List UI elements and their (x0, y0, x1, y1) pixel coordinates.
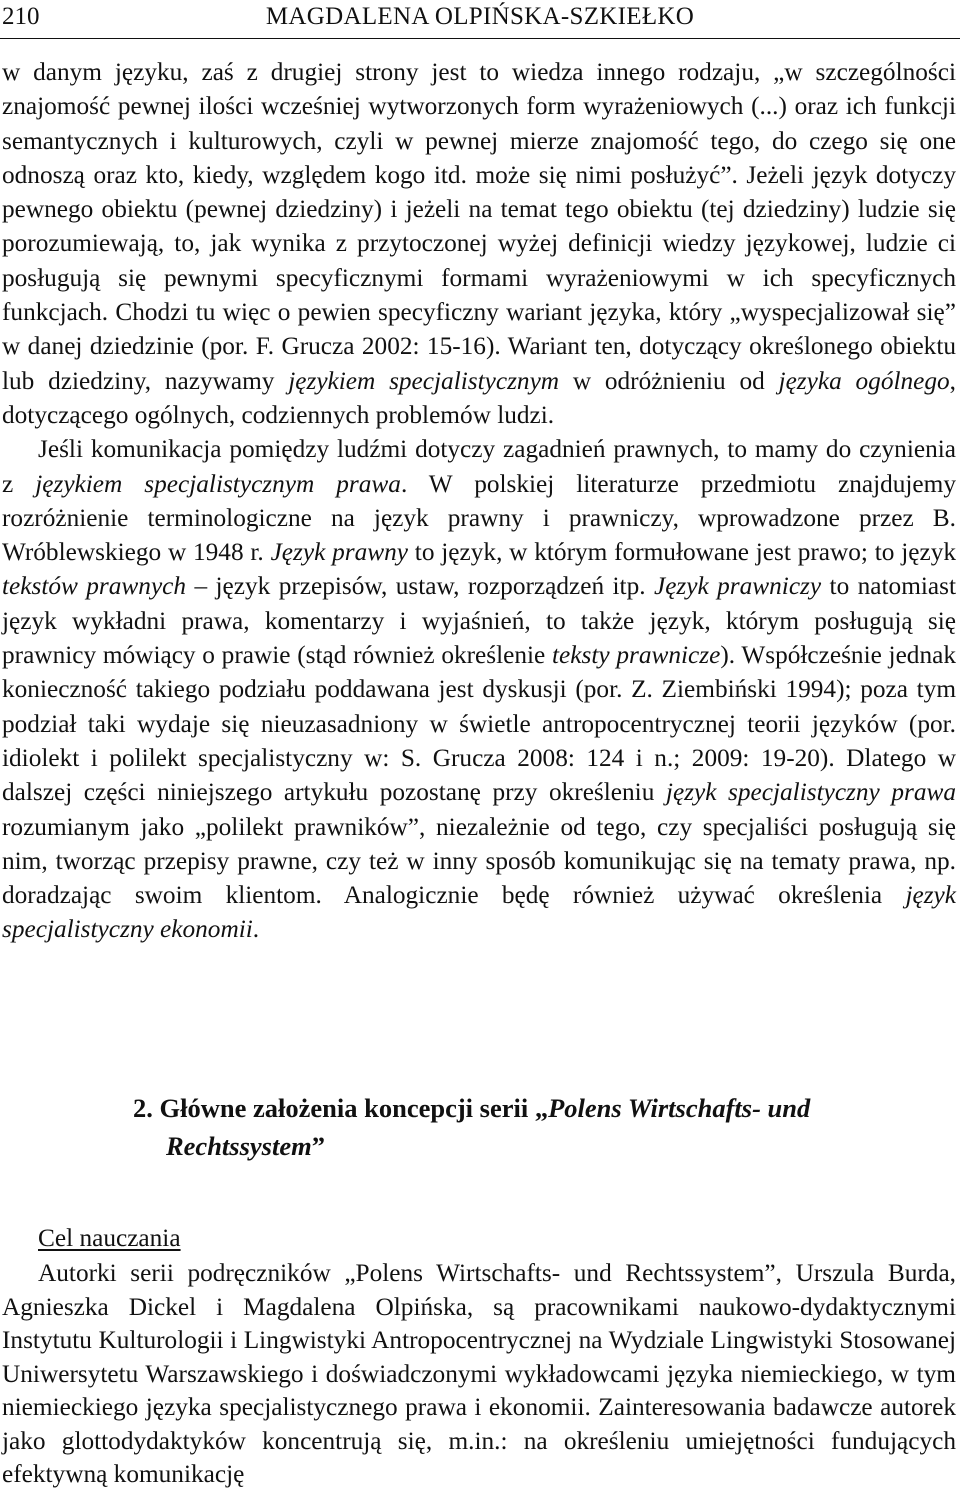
running-title: MAGDALENA OLPIŃSKA-SZKIEŁKO (265, 3, 695, 30)
section-body-text (2, 1257, 956, 1492)
paragraph-1: w danym języku, zaś z drugiej strony jest to wiedza innego rodzaju, „w szczególności znajomość pewnej ilości wcześniej wytworzonych form wyrażeniowych (...) oraz ich funkcji semantycznych i kulturowych, czyli w pewnej mierze znajomość tego, do czego się one odnoszą oraz kto, kiedy, względem kogo itd. może się nimi posłużyć”. Jeżeli język dotyczy pewnego obiektu (pewnej dziedziny) i jeżeli na temat tego obiektu (tej dziedziny) ludzie się porozumiewają, to, jak wynika z przytoczonej wyżej definicji wiedzy językowej, ludzie ci posługują się pewnymi specyficznymi formami wyrażeniowymi w ich specyficznych funkcjach. Chodzi tu więc o pewien specyficzny wariant języka, który „wyspecjalizował się” w danej dziedzinie (por. F. Grucza 2002: 15-16). Wariant ten, dotyczący określonego obiektu lub dziedziny, nazywamy językiem specjalistycznym w odróżnieniu od języka ogólnego, dotyczącego ogólnych, codziennych problemów ludzi. (2, 58, 956, 429)
header-rule (0, 38, 960, 39)
page-number: 210 (2, 3, 40, 30)
main-body-text (2, 55, 956, 947)
subsection-title: Cel nauczania (38, 1224, 181, 1252)
section-heading: 2. Główne założenia koncepcji serii „Polens Wirtschafts- und Rechtssystem” (133, 1093, 811, 1161)
paragraph-3: Autorki serii podręczników „Polens Wirtschafts- und Rechtssystem”, Urszula Burda, Agnieszka Dickel i Magdalena Olpińska, są pracownikami naukowo-dydaktycznymi Instytutu Kulturologii i Lingwistyki Antropocentrycznej na Wydziale Lingwistyki Stosowanej Uniwersytetu Warszawskiego i doświadczonymi wykładowcami języka niemieckiego, w tym niemieckiego języka specjalistycznego prawa i ekonomii. Zainteresowania badawcze autorek jako glottodydaktyków koncentrują się, m.in.: na określeniu umiejętności fundujących efektywną komunikację (2, 1259, 956, 1488)
paragraph-2: Jeśli komunikacja pomiędzy ludźmi dotyczy zagadnień prawnych, to mamy do czynienia z językiem specjalistycznym prawa. W polskiej literaturze przedmiotu znajdujemy rozróżnienie terminologiczne na język prawny i prawniczy, wprowadzone przez B. Wróblewskiego w 1948 r. Język prawny to język, w którym formułowane jest prawo; to język tekstów prawnych – język przepisów, ustaw, rozporządzeń itp. Język prawniczy to natomiast język wykładni prawa, komentarzy i wyjaśnień, to także język, którym posługują się prawnicy mówiący o prawie (stąd również określenie teksty prawnicze). Współcześnie jednak konieczność takiego podziału poddawana jest dyskusji (por. Z. Ziembiński 1994); poza tym podział taki wydaje się nieuzasadniony w świetle antropocentrycznej teorii języków (por. idiolekt i polilekt specjalistyczny w: S. Grucza 2008: 124 i n.; 2009: 19-20). Dlatego w dalszej części niniejszego artykułu pozostanę przy określeniu język specjalistyczny prawa rozumianym jako „polilekt prawników”, niezależnie od tego, czy specjaliści posługują się nim, tworząc przepisy prawne, czy też w inny sposób komunikując się na tematy prawa, np. doradzając swoim klientom. Analogicznie będę również używać określenia język specjalistyczny ekonomii. (2, 435, 957, 944)
running-head (0, 2, 960, 32)
